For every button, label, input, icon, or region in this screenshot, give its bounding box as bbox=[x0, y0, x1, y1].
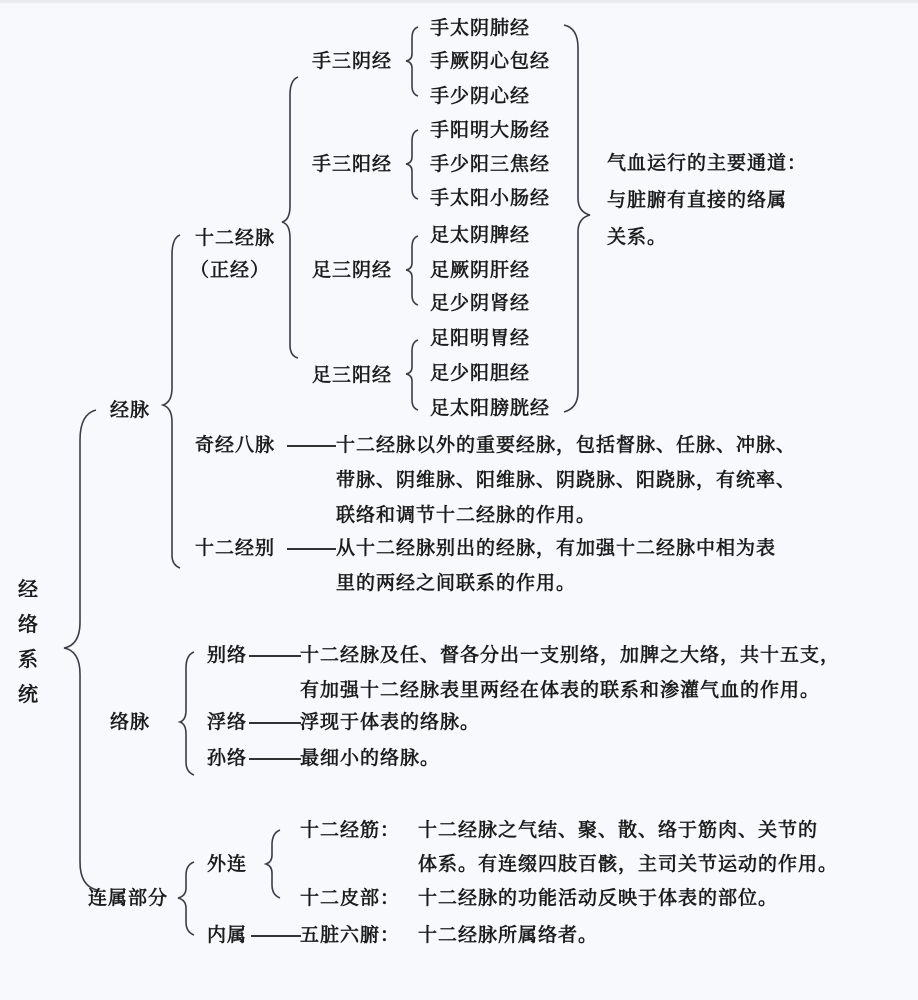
luomai-item-desc: 十二经脉及任、督各分出一支别络，加脾之大络，共十五支， bbox=[300, 644, 841, 666]
connector-line bbox=[249, 722, 301, 724]
external-item-desc: 体系。有连缀四肢百骸，主司关节运动的作用。 bbox=[418, 853, 839, 875]
hand-yang-brace bbox=[406, 130, 418, 199]
root-label bbox=[16, 572, 40, 712]
meridian-item: 足太阳膀胱经 bbox=[430, 397, 551, 419]
luomai-item-desc: 有加强十二经脉表里两经在体表的联系和渗灌气血的作用。 bbox=[300, 679, 821, 701]
meridian-item: 足少阴肾经 bbox=[430, 292, 531, 314]
luomai-item-label: 别络 bbox=[207, 644, 248, 666]
connector-line bbox=[249, 655, 301, 657]
group-label: 手三阳经 bbox=[312, 153, 393, 175]
external-item-desc: 十二经脉之气结、聚、散、络于筋肉、关节的 bbox=[418, 819, 819, 841]
extra-meridians-desc-line: 带脉、阴维脉、阳维脉、阴跷脉、阳跷脉，有统率、 bbox=[336, 469, 797, 491]
external-label: 外连 bbox=[207, 853, 248, 875]
group-label: 足三阳经 bbox=[312, 364, 393, 386]
internal-label: 内属 bbox=[207, 924, 248, 946]
meridian-item: 手太阳小肠经 bbox=[430, 187, 551, 209]
connector-line bbox=[249, 758, 301, 760]
luomai-item-desc: 最细小的络脉。 bbox=[300, 747, 441, 769]
twelve-meridians-brace bbox=[282, 77, 298, 358]
meridian-item: 手太阴肺经 bbox=[430, 17, 531, 39]
root-char: 系 bbox=[18, 647, 38, 671]
top-border bbox=[0, 0, 918, 3]
luomai-brace bbox=[180, 652, 194, 775]
root-brace bbox=[64, 410, 97, 890]
meridian-item: 手阳明大肠经 bbox=[430, 119, 551, 141]
jingmai-brace bbox=[163, 235, 180, 568]
connected-brace bbox=[178, 862, 194, 935]
luomai-label: 络脉 bbox=[110, 711, 151, 733]
luomai-item-label: 浮络 bbox=[207, 711, 248, 733]
divergent-meridians-desc-line: 里的两经之间联系的作用。 bbox=[336, 572, 577, 594]
external-item-desc: 十二经脉的功能活动反映于体表的部位。 bbox=[418, 887, 779, 909]
group-label: 足三阴经 bbox=[312, 259, 393, 281]
internal-item-desc: 十二经脉所属络者。 bbox=[418, 924, 599, 946]
connected-parts-label: 连属部分 bbox=[88, 887, 169, 909]
extra-meridians-label: 奇经八脉 bbox=[195, 434, 276, 456]
description-brace bbox=[564, 25, 590, 412]
root-char: 络 bbox=[18, 612, 38, 636]
meridian-item: 足少阳胆经 bbox=[430, 362, 531, 384]
divergent-meridians-desc-line: 从十二经脉别出的经脉，有加强十二经脉中相为表 bbox=[336, 537, 777, 559]
meridian-item: 手少阴心经 bbox=[430, 85, 531, 107]
foot-yin-brace bbox=[406, 236, 418, 305]
meridian-item: 手厥阴心包经 bbox=[430, 50, 551, 72]
foot-yang-brace bbox=[406, 340, 418, 410]
luomai-item-desc: 浮现于体表的络脉。 bbox=[300, 711, 481, 733]
extra-meridians-desc-line: 联络和调节十二经脉的作用。 bbox=[336, 504, 597, 526]
meridian-item: 足厥阴肝经 bbox=[430, 259, 531, 281]
meridian-item: 足太阴脾经 bbox=[430, 224, 531, 246]
twelve-meridians-alias: （正经） bbox=[190, 259, 271, 281]
external-item-label: 十二经筋： bbox=[300, 819, 401, 841]
group-label: 手三阴经 bbox=[312, 50, 393, 72]
twelve-meridians-desc-line: 关系。 bbox=[607, 226, 668, 248]
meridian-item: 手少阳三焦经 bbox=[430, 153, 551, 175]
external-item-label: 十二皮部： bbox=[300, 887, 401, 909]
luomai-item-label: 孙络 bbox=[207, 747, 248, 769]
divergent-meridians-label: 十二经别 bbox=[195, 537, 276, 559]
external-brace bbox=[266, 830, 280, 898]
twelve-meridians-label: 十二经脉 bbox=[195, 227, 276, 249]
twelve-meridians-desc-line: 与脏腑有直接的络属 bbox=[607, 189, 788, 211]
connector-line bbox=[251, 935, 301, 937]
hand-yin-brace bbox=[406, 27, 418, 96]
root-char: 经 bbox=[18, 577, 38, 601]
internal-item-label: 五脏六腑： bbox=[300, 924, 401, 946]
extra-meridians-desc-line: 十二经脉以外的重要经脉，包括督脉、任脉、冲脉、 bbox=[336, 434, 797, 456]
connector-line bbox=[287, 445, 336, 447]
twelve-meridians-desc-line: 气血运行的主要通道： bbox=[607, 152, 808, 174]
meridian-item: 足阳明胃经 bbox=[430, 327, 531, 349]
jingmai-label: 经脉 bbox=[110, 399, 151, 421]
connector-line bbox=[287, 548, 336, 550]
root-char: 统 bbox=[18, 682, 38, 706]
